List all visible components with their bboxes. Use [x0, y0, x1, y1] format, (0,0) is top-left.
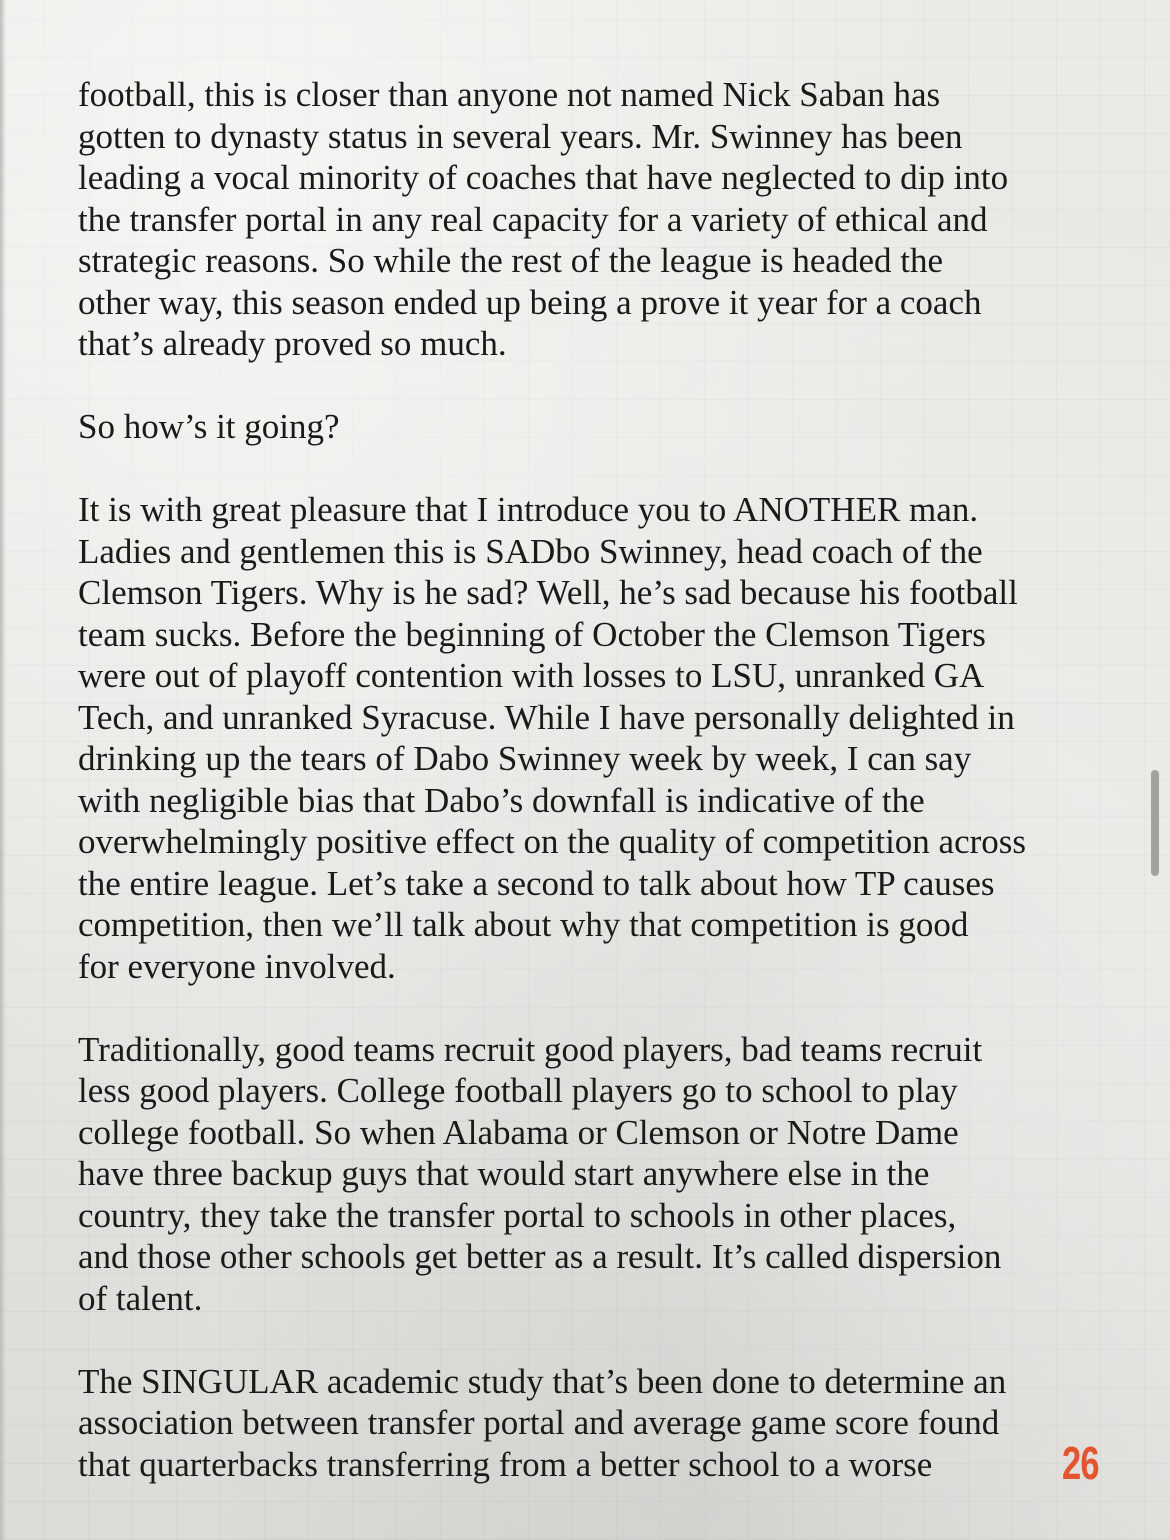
text-line: for everyone involved.	[78, 946, 396, 986]
text-line: were out of playoff contention with losses to LSU, unranked GA	[78, 656, 985, 695]
text-line: overwhelmingly positive effect on the quality of competition across	[78, 822, 1027, 861]
page-edge-shadow	[0, 0, 6, 1540]
text-line: that’s already proved so much.	[78, 324, 507, 363]
article-body	[78, 74, 1118, 1527]
page-number: 26	[1062, 1437, 1099, 1489]
text-line: leading a vocal minority of coaches that have neglected to dip into	[78, 158, 1009, 197]
text-line: Ladies and gentlemen this is SADbo Swinney, head coach of the	[78, 531, 983, 571]
text-line: football, this is closer than anyone not named Nick Saban has	[78, 75, 941, 114]
text-line: Tech, and unranked Syracuse. While I have personally delighted in	[78, 697, 1015, 737]
text-line: It is with great pleasure that I introduce you to ANOTHER man.	[78, 490, 979, 529]
paragraph-2	[78, 406, 1118, 448]
paragraph-5	[78, 1361, 1118, 1486]
text-line: The SINGULAR academic study that’s been done to determine an	[78, 1361, 1007, 1401]
text-line: the entire league. Let’s take a second to talk about how TP causes	[78, 863, 995, 903]
text-line: gotten to dynasty status in several years. Mr. Swinney has been	[78, 116, 963, 156]
text-line: and those other schools get better as a result. It’s called dispersion	[78, 1237, 1002, 1276]
text-line: Traditionally, good teams recruit good players, bad teams recruit	[78, 1029, 983, 1069]
text-line: competition, then we’ll talk about why that competition is good	[78, 905, 969, 944]
text-line: Clemson Tigers. Why is he sad? Well, he’s sad because his football	[78, 573, 1018, 612]
text-line: drinking up the tears of Dabo Swinney week by week, I can say	[78, 739, 972, 778]
text-line: So how’s it going?	[78, 407, 340, 446]
text-line: less good players. College football players go to school to play	[78, 1071, 958, 1110]
scrollbar-thumb[interactable]	[1151, 770, 1159, 876]
paragraph-1	[78, 74, 1118, 365]
text-line: country, they take the transfer portal to schools in other places,	[78, 1195, 957, 1235]
paragraph-4	[78, 1029, 1118, 1320]
text-line: with negligible bias that Dabo’s downfall is indicative of the	[78, 780, 925, 820]
text-line: of talent.	[78, 1278, 203, 1318]
text-line: other way, this season ended up being a prove it year for a coach	[78, 282, 982, 322]
text-line: strategic reasons. So while the rest of the league is headed the	[78, 241, 943, 280]
paragraph-3	[78, 489, 1118, 987]
text-line: that quarterbacks transferring from a better school to a worse	[78, 1444, 933, 1484]
text-line: team sucks. Before the beginning of October the Clemson Tigers	[78, 614, 986, 654]
text-line: college football. So when Alabama or Clemson or Notre Dame	[78, 1112, 959, 1152]
text-line: the transfer portal in any real capacity for a variety of ethical and	[78, 199, 988, 239]
text-line: have three backup guys that would start anywhere else in the	[78, 1154, 930, 1193]
text-line: association between transfer portal and average game score found	[78, 1403, 1000, 1442]
